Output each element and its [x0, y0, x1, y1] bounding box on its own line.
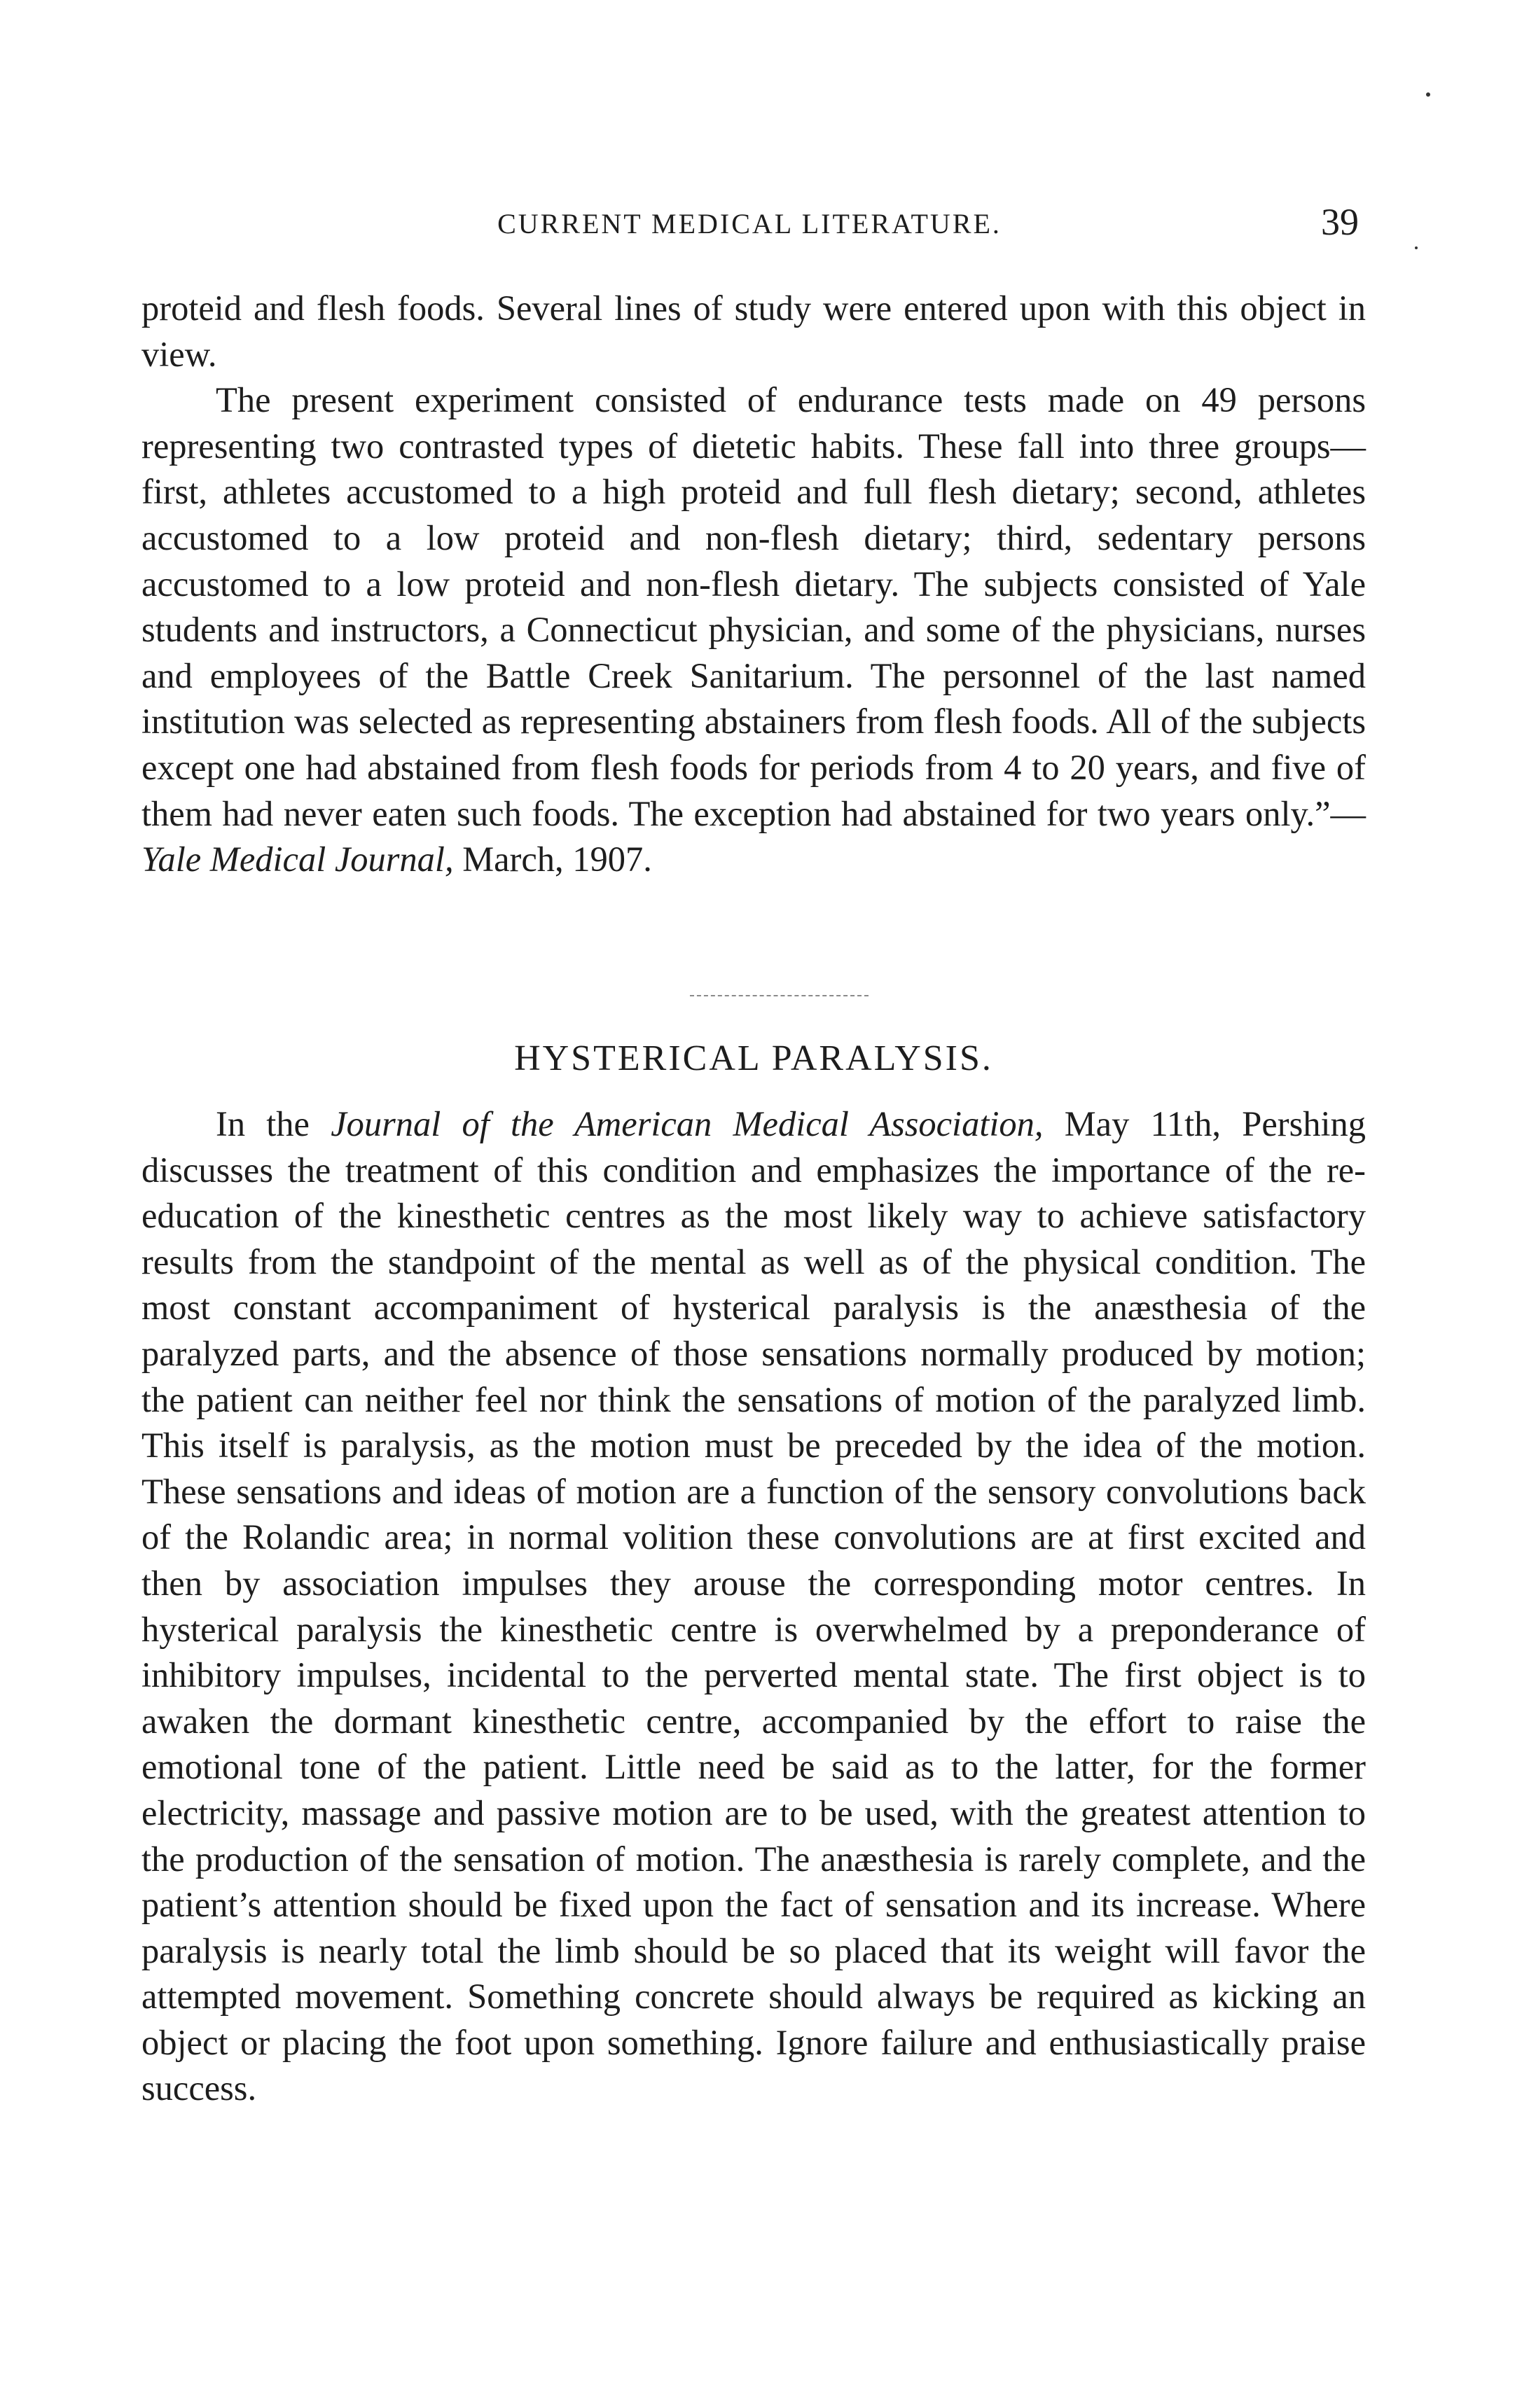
journal-citation: Journal of the American Medical Association, [331, 1104, 1044, 1143]
intro-text: In the [216, 1104, 310, 1143]
paragraph-continued: proteid and flesh foods. Several lines of study were entered upon with this object in view. [141, 288, 1366, 374]
article-hysterical-paralysis [141, 1101, 1366, 2112]
section-title: HYSTERICAL PARALYSIS. [514, 1038, 993, 1078]
paragraph-text: The present experiment consisted of endurance tests made on 49 persons representing two contrasted types of dietetic habits. These fall into three groups—first, athletes accustomed to a high proteid and full flesh dietary; second, athletes accustomed to a low proteid and non-flesh dietary; third, sedentary persons accustomed to a low proteid and non-flesh dietary. The subjects consisted of Yale students and instructors, a Connecticut physician, and some of the physicians, nurses and employees of the Battle Creek Sanitarium. The personnel of the last named institution was selected as representing abstainers from flesh foods. All of the subjects except one had abstained from flesh foods for periods from 4 to 20 years, and five of them had never eaten such foods. The exception had abstained for two years only.”— [141, 380, 1366, 833]
paragraph-endurance-tests [141, 377, 1366, 883]
paragraph-text: May 11th, Pershing discusses the treatment of this condition and emphasizes the importance of the re-education of the kinesthetic centres as the most likely way to achieve satisfactory results from the standpoint of the mental as well as of the physical condition. The most constant accompaniment of hysterical paralysis is the anæsthesia of the paralyzed parts, and the absence of those sensations normally produced by motion; the patient can neither feel nor think the sensations of motion of the paralyzed limb. This itself is paralysis, as the motion must be preceded by the idea of the motion. These sensations and ideas of motion are a function of the sensory convolutions back of the Rolandic area; in normal volition these convolutions are at first excited and then by association impulses they arouse the corresponding motor centres. In hysterical paralysis the kinesthetic centre is overwhelmed by a preponderance of inhibitory impulses, incidental to the perverted mental state. The first object is to awaken the dormant kinesthetic centre, accompanied by the effort to raise the emotional tone of the patient. Little need be said as to the latter, for the former electricity, massage and passive motion are to be used, with the greatest attention to the production of the sensation of motion. The anæsthesia is rarely complete, and the patient’s attention should be fixed upon the fact of sensation and its increase. Where paralysis is nearly total the limb should be so placed that its weight will favor the attempted movement. Something concrete should always be required as kicking an object or placing the foot upon something. Ignore failure and enthusiastically praise success. [141, 1104, 1367, 2108]
source-citation: Yale Medical Journal, [141, 840, 454, 879]
source-date: March, 1907. [462, 840, 652, 879]
running-title: CURRENT MEDICAL LITERATURE. [497, 208, 1002, 239]
article-diet-continuation [141, 286, 1366, 883]
running-head [140, 201, 1359, 246]
page-number: 39 [1321, 201, 1359, 243]
scan-speck [1426, 92, 1430, 97]
section-divider [690, 995, 869, 996]
paragraph-hysterical-paralysis [141, 1101, 1366, 2112]
scan-speck [1415, 246, 1418, 249]
